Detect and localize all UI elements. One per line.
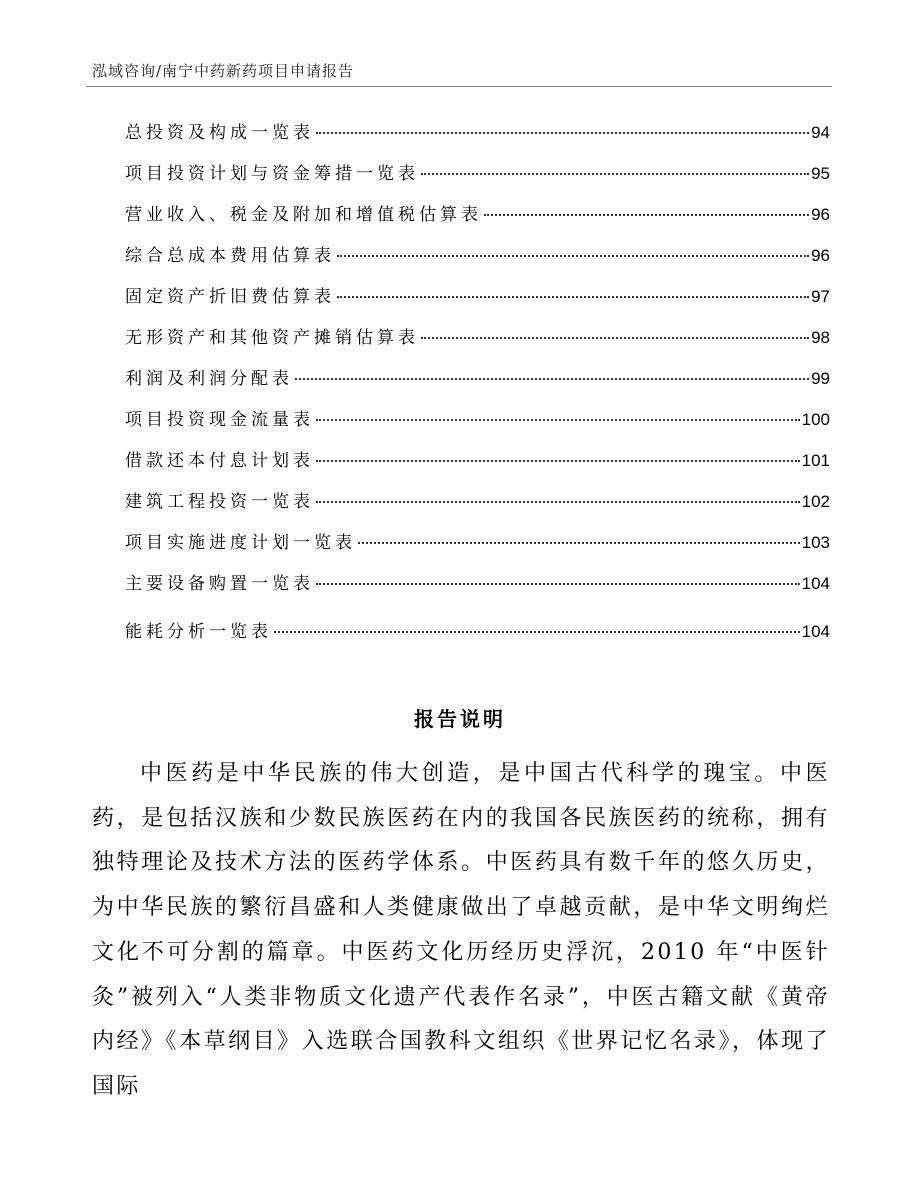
toc-leader-dots [358,542,800,544]
toc-entry-page: 102 [801,492,830,511]
toc-leader-dots [316,583,800,585]
toc-leader-dots [484,214,809,216]
toc-leader-dots [274,631,800,633]
toc-entry-page: 96 [811,205,830,224]
toc-entry[interactable] [125,617,830,658]
toc-entry-title: 能耗分析一览表 [125,622,272,642]
toc-entry[interactable] [125,487,830,528]
page-header: 泓域咨询/南宁中药新药项目申请报告 [92,62,355,80]
toc-leader-dots [421,337,809,339]
toc-entry-page: 98 [811,328,830,347]
toc-leader-dots [421,173,809,175]
toc-leader-dots [295,378,809,380]
table-of-contents [125,118,830,658]
toc-entry[interactable] [125,200,830,241]
toc-entry-page: 104 [801,574,830,593]
toc-leader-dots [316,460,800,462]
toc-entry-page: 99 [811,369,830,388]
toc-entry[interactable] [125,323,830,364]
toc-entry-title: 总投资及构成一览表 [125,123,314,143]
toc-entry-page: 94 [811,123,830,142]
toc-entry[interactable] [125,364,830,405]
toc-entry-title: 建筑工程投资一览表 [125,492,314,512]
toc-entry[interactable] [125,569,830,610]
toc-entry[interactable] [125,159,830,200]
toc-entry-page: 95 [811,164,830,183]
toc-leader-dots [316,132,809,134]
toc-entry-title: 固定资产折旧费估算表 [125,287,335,307]
toc-entry-page: 104 [801,622,830,641]
toc-entry-title: 营业收入、税金及附加和增值税估算表 [125,205,482,225]
toc-entry-title: 无形资产和其他资产摊销估算表 [125,328,419,348]
toc-entry[interactable] [125,118,830,159]
toc-leader-dots [316,419,800,421]
toc-entry-title: 利润及利润分配表 [125,369,293,389]
header-divider [86,86,832,87]
toc-entry-page: 101 [801,451,830,470]
toc-entry[interactable] [125,405,830,446]
toc-entry[interactable] [125,528,830,569]
toc-leader-dots [337,255,809,257]
toc-leader-dots [337,296,809,298]
toc-entry-page: 103 [801,533,830,552]
section-heading: 报告说明 [414,707,506,731]
toc-entry-title: 项目投资现金流量表 [125,410,314,430]
toc-entry-title: 项目投资计划与资金筹措一览表 [125,164,419,184]
toc-entry[interactable] [125,241,830,282]
toc-entry-page: 97 [811,287,830,306]
toc-entry-title: 借款还本付息计划表 [125,451,314,471]
toc-leader-dots [316,501,800,503]
toc-entry-title: 综合总成本费用估算表 [125,246,335,266]
body-paragraph: 中医药是中华民族的伟大创造，是中国古代科学的瑰宝。中医药，是包括汉族和少数民族医药在内的我国各民族医药的统称，拥有独特理论及技术方法的医药学体系。中医药具有数千年的悠久历史，为中华民族的繁衍昌盛和人类健康做出了卓越贡献，是中华文明绚烂文化不可分割的篇章。中医药文化历经历史浮沉，2010 年“中医针灸”被列入“人类非物质文化遗产代表作名录”，中医古籍文献《黄帝内经》《本草纲目》入选联合国教科文组织《世界记忆名录》，体现了国际 [92,761,830,1099]
toc-entry-page: 100 [801,410,830,429]
toc-entry-page: 96 [811,246,830,265]
toc-entry-title: 项目实施进度计划一览表 [125,533,356,553]
toc-entry[interactable] [125,282,830,323]
toc-entry-title: 主要设备购置一览表 [125,574,314,594]
toc-entry[interactable] [125,446,830,487]
